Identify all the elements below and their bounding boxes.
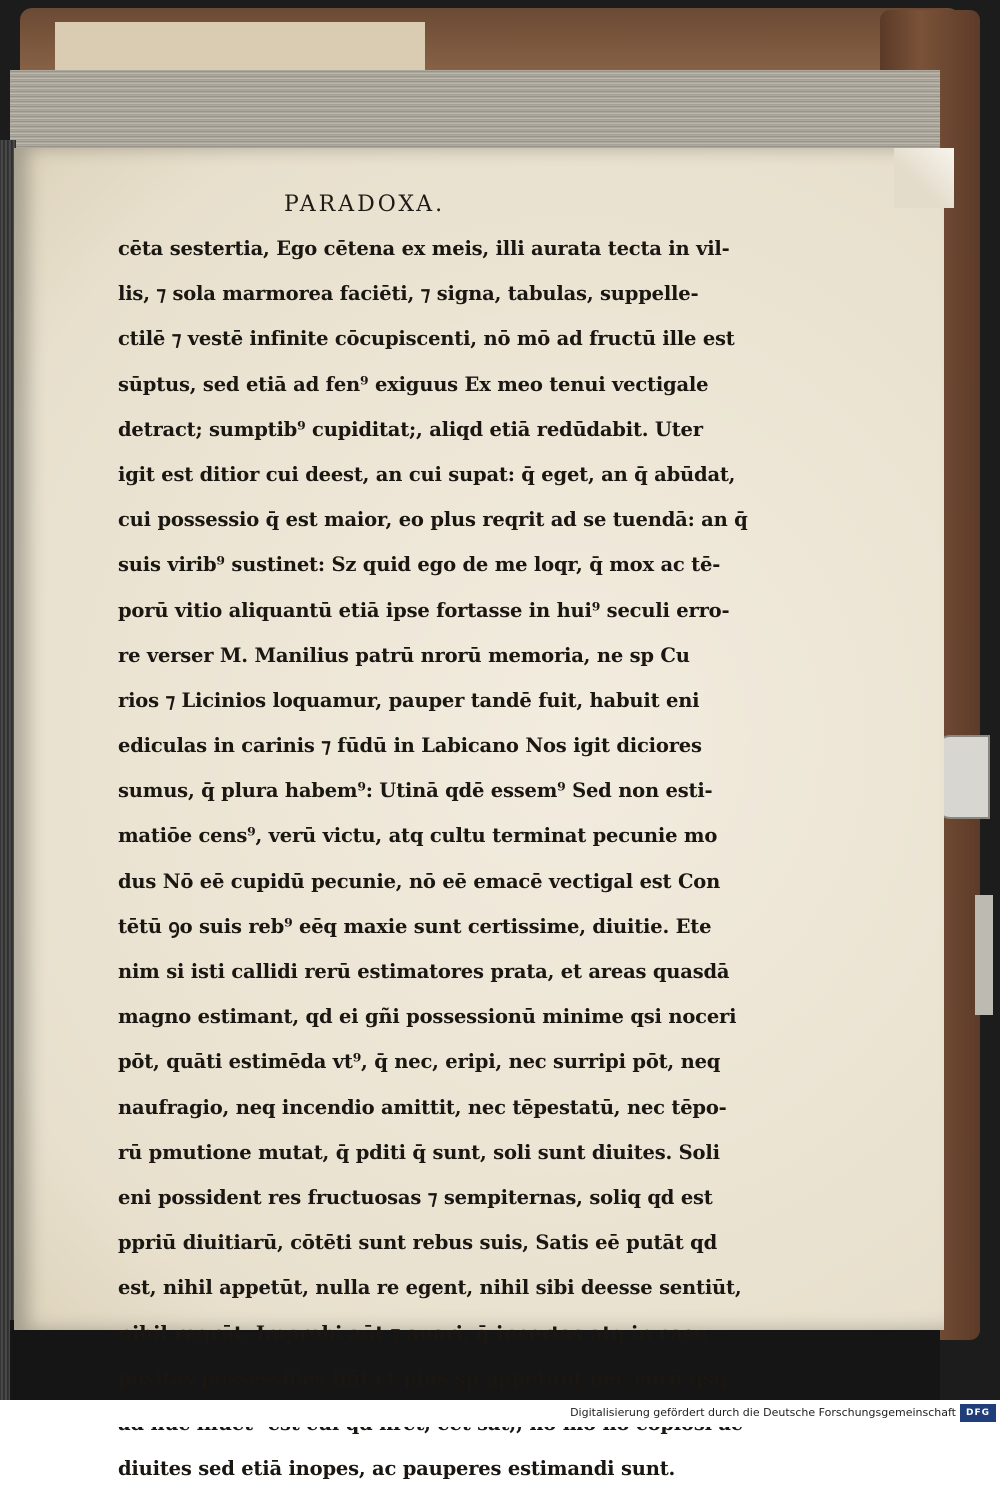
text-line: ediculas in carinis ⁊ fūdū in Labicano Nos igit diciores [118, 734, 702, 758]
running-head: PARADOXA. [284, 192, 446, 217]
text-line: diuites sed etiā inopes, ac pauperes estimandi sunt. [118, 1457, 676, 1481]
text-line: ctilē ⁊ vestē infinite cōcupiscenti, nō mō ad fructū ille est [118, 327, 735, 351]
text-line: eni possident res fructuosas ⁊ sempiternas, soliq qd est [118, 1185, 713, 1209]
text-line: nim si isti callidi rerū estimatores prata, et areas quasdā [118, 960, 730, 983]
text-line: igit est ditior cui deest, an cui supat: q̄ eget, an q̄ abūdat, [118, 462, 736, 486]
text-line: pōt, quāti estimēda vt⁹, q̄ nec, eripi, nec surripi pōt, neq [118, 1050, 721, 1074]
text-line: re verser M. Manilius patrū nrorū memoria, ne sp Cu [118, 643, 690, 667]
text-line: sūptus, sed etiā ad fen⁹ exiguus Ex meo tenui vectigale [118, 372, 709, 396]
folded-corner [894, 148, 954, 208]
page-edges [10, 70, 940, 150]
text-line: detract; sumptib⁹ cupiditat;, aliqd etiā redūdabit. Uter [118, 417, 703, 441]
text-line: cui possessio q̄ est maior, eo plus reqrit ad se tuendā: an q̄ [118, 508, 748, 532]
text-line: cēta sestertia, Ego cētena ex meis, illi aurata tecta in vil- [118, 237, 730, 260]
text-block [118, 226, 748, 1491]
text-line: dus Nō eē cupidū pecunie, nō eē emacē vectigal est Con [118, 869, 721, 893]
funding-credit: Digitalisierung gefördert durch die Deutsche Forschungsgemeinschaft [570, 1406, 956, 1419]
paper-label [55, 22, 425, 72]
text-line: matiōe cens⁹, verū victu, atq cultu terminat pecunie mo [118, 824, 718, 848]
text-line: lis, ⁊ sola marmorea faciēti, ⁊ signa, tabulas, suppelle- [118, 282, 699, 306]
clasp-strip [975, 895, 993, 1015]
clasp [936, 735, 990, 819]
text-line: rū pmutione mutat, q̄ pditi q̄ sunt, soli sunt diuites. Soli [118, 1140, 720, 1164]
text-line: naufragio, neq incendio amittit, nec tēpestatū, nec tēpo- [118, 1095, 727, 1119]
text-line: est, nihil appetūt, nulla re egent, nihil sibi deesse sentiūt, [118, 1276, 742, 1300]
text-line: magno estimant, qd ei gñi possessionū minime qsi noceri [118, 1005, 737, 1029]
dfg-logo: DFG [960, 1404, 996, 1422]
text-line: positas possessiōes hñt et plus sp appetunt nec eorū qsq [118, 1366, 728, 1390]
text-line: tētū ꝯo suis reb⁹ eēq maxie sunt certissime, diuitie. Ete [118, 914, 712, 938]
text-line: rios ⁊ Licinios loquamur, pauper tandē fuit, habuit eni [118, 688, 700, 712]
text-line: suis virib⁹ sustinet: Sz quid ego de me loqr, q̄ mox ac tē- [118, 553, 721, 577]
text-line: ppriū diuitiarū, cōtēti sunt rebus suis, Satis eē putāt qd [118, 1231, 718, 1255]
footer-bar [0, 1400, 1000, 1427]
text-line: porū vitio aliquantū etiā ipse fortasse in hui⁹ seculi erro- [118, 598, 730, 622]
text-line: sumus, q̄ plura habem⁹: Utinā qdē essem⁹ Sed non esti- [118, 779, 713, 803]
text-line: nihil reqrūt. Improbi aūt ⁊ auari, q̄ incertas atq in casu [118, 1321, 708, 1345]
